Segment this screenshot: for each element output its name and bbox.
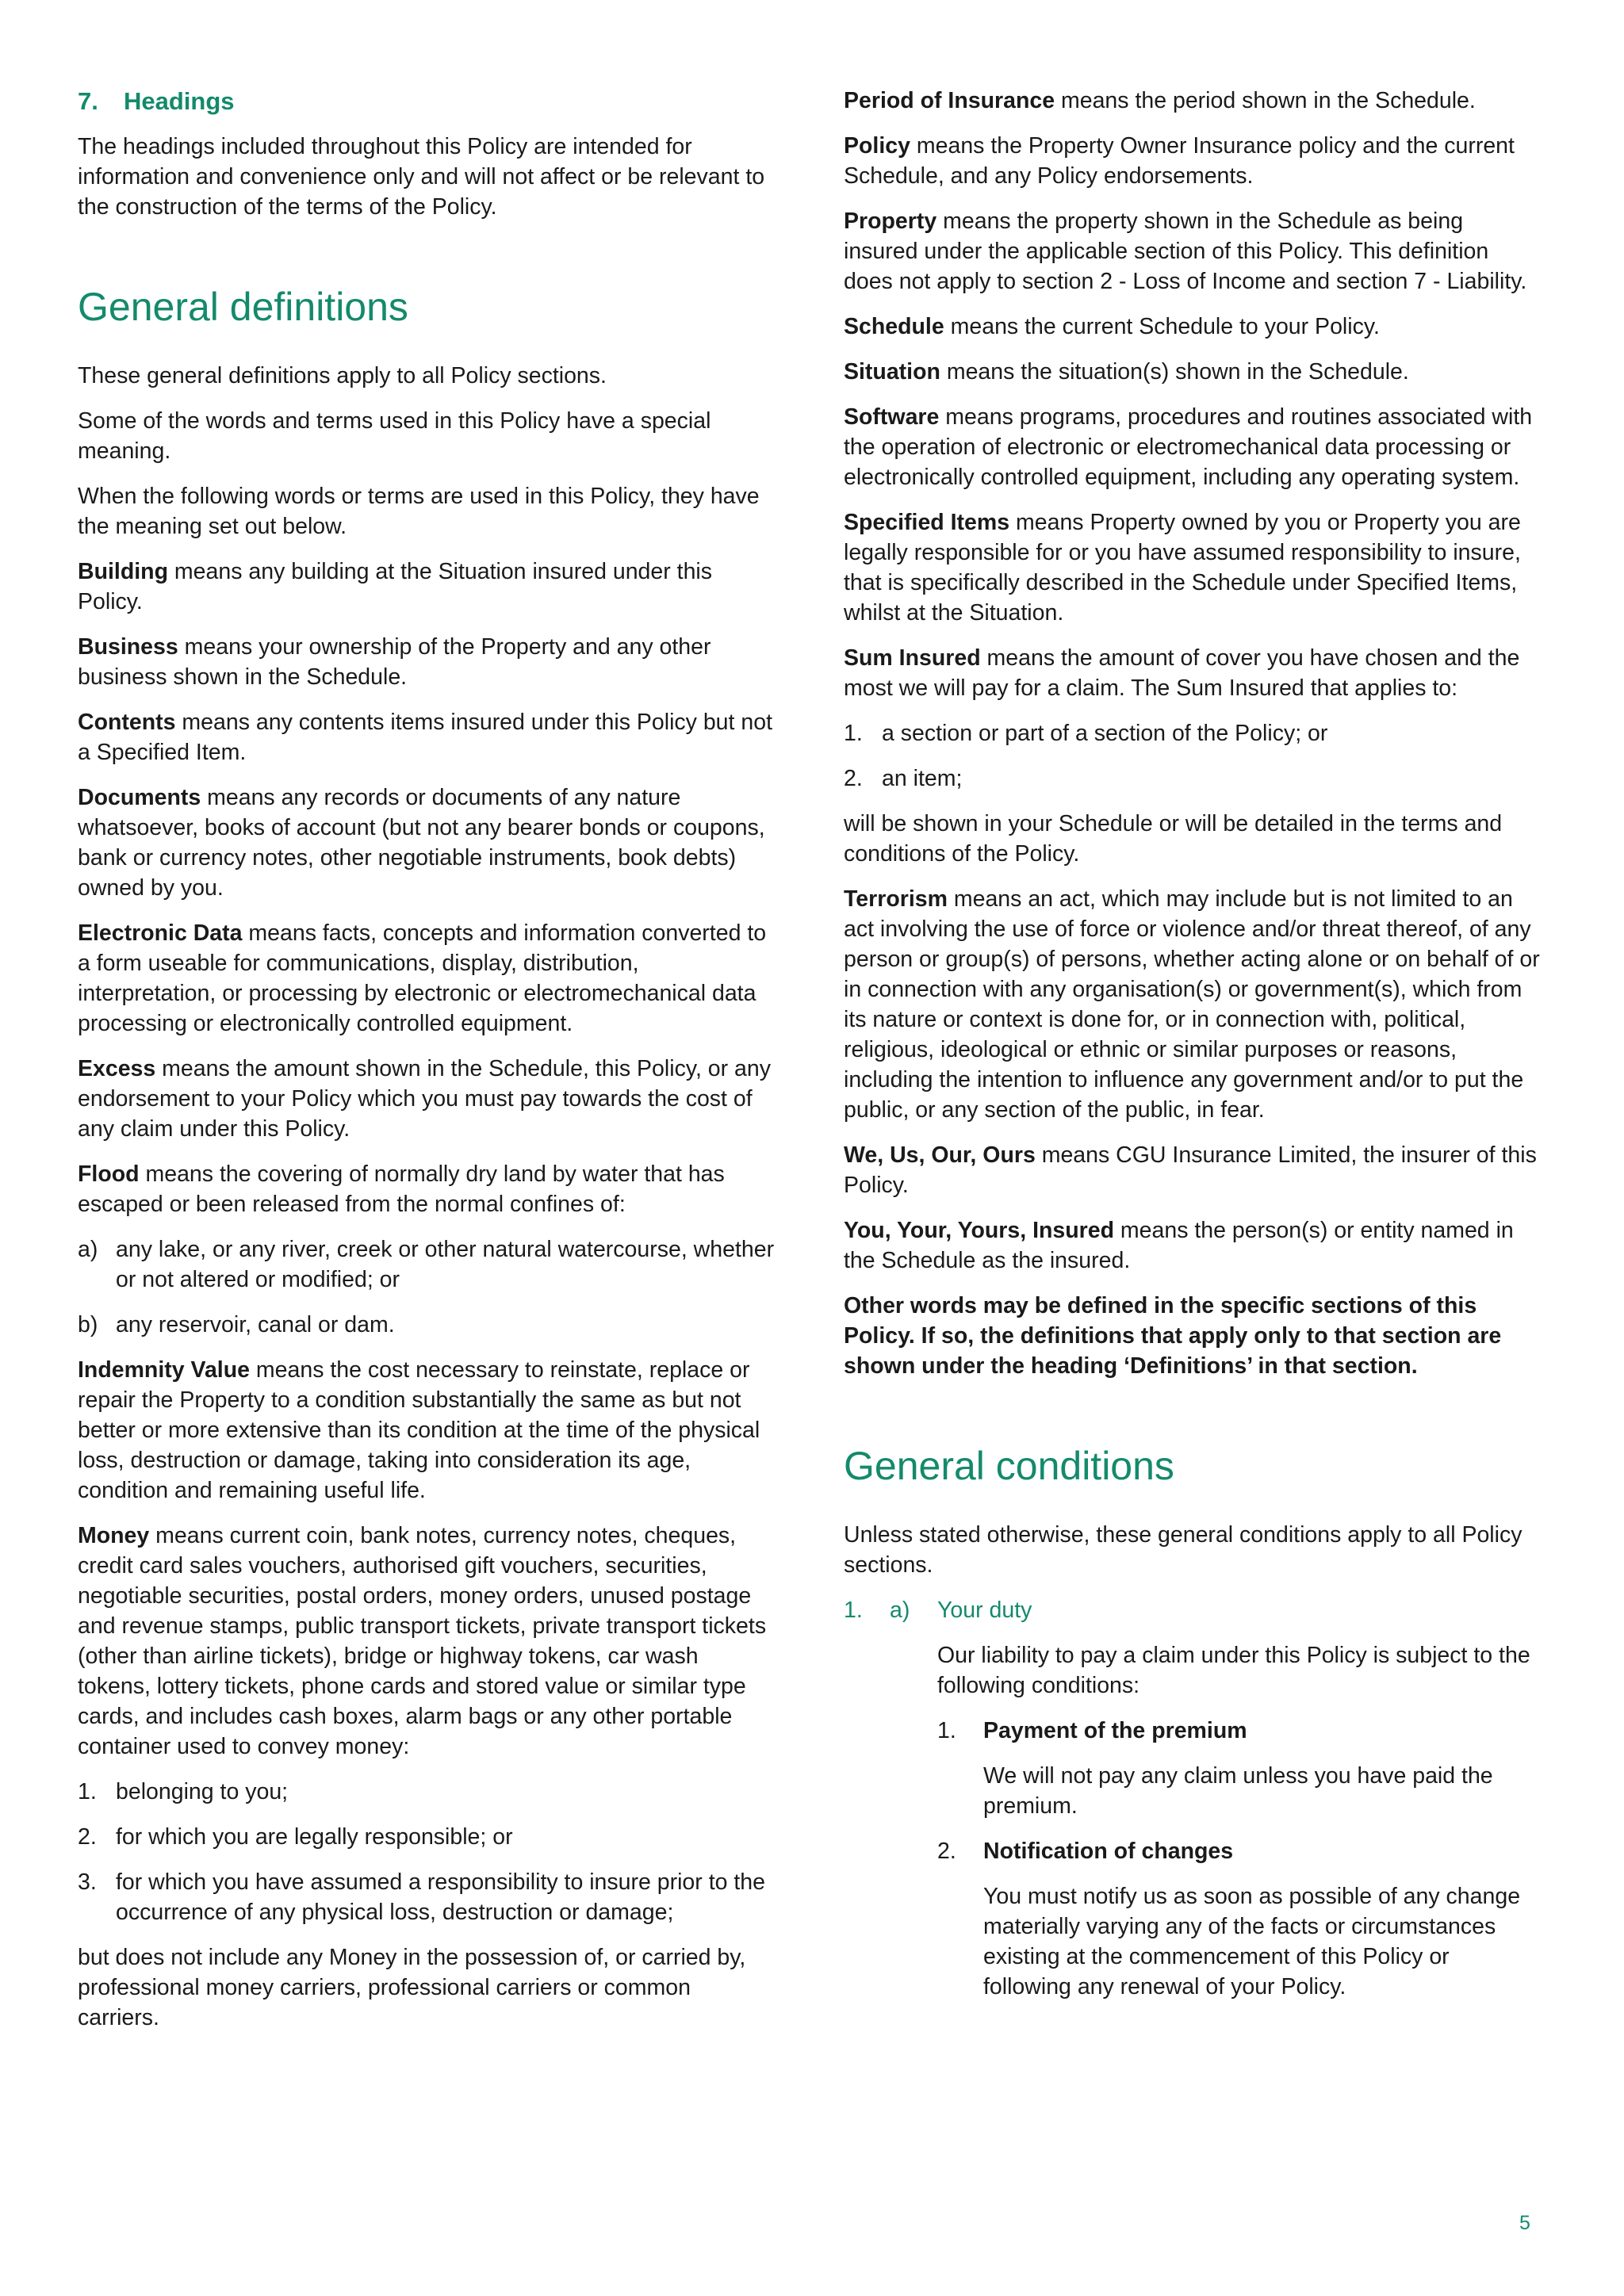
term: You, Your, Yours, Insured (844, 1218, 1115, 1243)
definition-text: means Property owned by you or Property you are legally responsible for or you have assumed responsibility to insure, that is specifically described in the Schedule under Specified Items, whilst at the Situation. (844, 510, 1521, 626)
gd-intro-3: When the following words or terms are used in this Policy, they have the meaning set out below. (78, 484, 760, 539)
definition-period-of-insurance (844, 86, 1542, 116)
definition-money (78, 1521, 776, 1762)
condition-1a-heading (844, 1595, 1542, 1625)
definition-documents (78, 783, 776, 903)
term: Period of Insurance (844, 88, 1055, 113)
gd-intro-2: Some of the words and terms used in this Policy have a special meaning. (78, 408, 711, 464)
definition-text: means any records or documents of any nature whatsoever, books of account (but not any bearer bonds or coupons, bank or currency notes, other negotiable instruments, book debts) owned by you. (78, 785, 765, 901)
list-marker: b) (78, 1312, 98, 1337)
condition-title: Your duty (937, 1598, 1032, 1623)
condition-notification-heading (937, 1836, 1542, 1866)
definition-text: means any contents items insured under this Policy but not a Specified Item. (78, 710, 772, 765)
term: Business (78, 634, 178, 660)
definition-text: means facts, concepts and information converted to a form useable for communications, display, distribution, interpretation, or processing by electronic or electromechanical data processing or electronically controlled equipment. (78, 920, 767, 1036)
condition-payment-body: We will not pay any claim unless you have paid the premium. (983, 1763, 1493, 1819)
definition-text: means the covering of normally dry land by water that has escaped or been released from the normal confines of: (78, 1161, 725, 1217)
definition-you-your (844, 1215, 1542, 1276)
list-marker: a) (78, 1237, 98, 1262)
list-item (844, 763, 1542, 794)
list-text: a section or part of a section of the Policy; or (882, 721, 1328, 746)
headings-number: 7. (78, 87, 98, 115)
list-marker: 2. (78, 1824, 97, 1850)
condition-title: Payment of the premium (983, 1718, 1247, 1743)
definition-text: means the property shown in the Schedule as being insured under the applicable section of this Policy. This definition does not apply to section 2 - Loss of Income and section 7 - Liability. (844, 209, 1527, 294)
other-words-text: Other words may be defined in the specific sections of this Policy. If so, the definitions that apply only to that section are shown under the heading ‘Definitions’ in that section. (844, 1293, 1502, 1379)
definition-sum-insured (844, 643, 1542, 703)
list-marker: 1. (844, 721, 863, 746)
term: Property (844, 209, 937, 234)
definition-text: means the amount of cover you have chosen and the most we will pay for a claim. The Sum Insured that applies to: (844, 645, 1520, 701)
definition-terrorism (844, 884, 1542, 1125)
list-text: belonging to you; (116, 1779, 289, 1804)
list-text: for which you have assumed a responsibility to insure prior to the occurrence of any physical loss, destruction or damage; (116, 1869, 765, 1925)
term: Indemnity Value (78, 1357, 250, 1383)
list-text: any lake, or any river, creek or other natural watercourse, whether or not altered or modified; or (116, 1237, 775, 1292)
definition-situation (844, 357, 1542, 387)
sum-insured-tail: will be shown in your Schedule or will be detailed in the terms and conditions of the Policy. (844, 811, 1503, 867)
list-item (78, 1234, 776, 1295)
money-exclusion: but does not include any Money in the possession of, or carried by, professional money carriers, professional carriers or common carriers. (78, 1945, 746, 2030)
definition-text: means your ownership of the Property and any other business shown in the Schedule. (78, 634, 711, 690)
definition-text: means the current Schedule to your Policy. (944, 314, 1380, 339)
definition-text: means the Property Owner Insurance policy and the current Schedule, and any Policy endorsements. (844, 133, 1515, 189)
definition-policy (844, 131, 1542, 191)
term: Schedule (844, 314, 944, 339)
general-definitions-heading: General definitions (78, 285, 408, 329)
term: Contents (78, 710, 176, 735)
left-column (78, 86, 776, 2048)
definition-flood (78, 1159, 776, 1219)
list-item (78, 1822, 776, 1852)
list-marker: 2. (844, 766, 863, 791)
list-marker: 2. (937, 1839, 956, 1864)
definition-text: means current coin, bank notes, currency notes, cheques, credit card sales vouchers, authorised gift vouchers, securities, negotiable securities, postal orders, money orders, unused postage and revenue stamps, public transport tickets, private transport tickets (other than airline tickets), bridge or highway tokens, car wash tokens, lottery tickets, phone cards and stored value or similar type cards, and includes cash boxes, alarm bags or any other portable container used to convey money: (78, 1523, 767, 1759)
list-marker: 1. (78, 1779, 97, 1804)
definition-contents (78, 707, 776, 767)
term: Specified Items (844, 510, 1010, 535)
definition-we-us-our (844, 1140, 1542, 1200)
definition-indemnity-value (78, 1355, 776, 1506)
term: Electronic Data (78, 920, 243, 946)
definition-text: means an act, which may include but is not limited to an act involving the use of force or violence and/or threat thereof, of any person or group(s) of persons, whether acting alone or on behalf of or in connection with any organisation(s) or government(s), which from its nature or context is done for, or in connection with, political, religious, ideological or ethnic or similar purposes or reasons, including the intention to influence any government and/or to put the public, or any section of the public, in fear. (844, 886, 1540, 1123)
definition-text: means programs, procedures and routines associated with the operation of electronic or electromechanical data processing or electronically controlled equipment, including any operating system. (844, 404, 1533, 490)
page-number: 5 (1519, 2212, 1530, 2234)
term: Terrorism (844, 886, 948, 912)
list-item (844, 718, 1542, 748)
definition-text: means the amount shown in the Schedule, this Policy, or any endorsement to your Policy which you must pay towards the cost of any claim under this Policy. (78, 1056, 771, 1142)
definition-excess (78, 1054, 776, 1144)
headings-title: Headings (124, 87, 235, 115)
condition-payment-heading (937, 1716, 1542, 1746)
term: Building (78, 559, 168, 584)
list-marker: a) (890, 1598, 910, 1623)
term: Money (78, 1523, 150, 1548)
list-item (78, 1867, 776, 1927)
list-text: for which you are legally responsible; or (116, 1824, 513, 1850)
definition-business (78, 632, 776, 692)
condition-notification-body: You must notify us as soon as possible of any change materially varying any of the facts or circumstances existing at the commencement of this Policy or following any renewal of your Policy. (983, 1884, 1521, 1999)
term: Documents (78, 785, 201, 810)
gd-intro-1: These general definitions apply to all Policy sections. (78, 363, 607, 388)
list-marker: 1. (844, 1598, 863, 1623)
definition-text: means the person(s) or entity named in the Schedule as the insured. (844, 1218, 1514, 1273)
list-marker: 1. (937, 1718, 956, 1743)
term: Flood (78, 1161, 140, 1187)
term: Policy (844, 133, 910, 159)
definition-text: means the cost necessary to reinstate, replace or repair the Property to a condition substantially the same as but not better or more extensive than its condition at the time of the physical loss, destruction or damage, taking into consideration its age, condition and remaining useful life. (78, 1357, 760, 1503)
list-text: any reservoir, canal or dam. (116, 1312, 395, 1337)
definition-specified-items (844, 507, 1542, 628)
list-text: an item; (882, 766, 963, 791)
right-column (844, 86, 1542, 2017)
definition-text: means the situation(s) shown in the Schedule. (940, 359, 1409, 385)
condition-1a-body: Our liability to pay a claim under this Policy is subject to the following conditions: (937, 1643, 1530, 1698)
gc-intro: Unless stated otherwise, these general conditions apply to all Policy sections. (844, 1522, 1522, 1578)
definition-schedule (844, 312, 1542, 342)
general-conditions-heading: General conditions (844, 1444, 1174, 1488)
headings-body: The headings included throughout this Policy are intended for information and convenience only and will not affect or be relevant to the construction of the terms of the Policy. (78, 134, 765, 220)
definition-building (78, 557, 776, 617)
definition-software (844, 402, 1542, 492)
term: Software (844, 404, 940, 430)
term: Sum Insured (844, 645, 981, 671)
term: Situation (844, 359, 940, 385)
definition-text: means the period shown in the Schedule. (1055, 88, 1476, 113)
list-item (78, 1777, 776, 1807)
list-item (78, 1310, 776, 1340)
definition-electronic-data (78, 918, 776, 1039)
term: We, Us, Our, Ours (844, 1142, 1036, 1168)
definition-text: means any building at the Situation insured under this Policy. (78, 559, 713, 614)
condition-title: Notification of changes (983, 1839, 1234, 1864)
definition-property (844, 206, 1542, 297)
list-marker: 3. (78, 1869, 97, 1895)
headings-section-title (78, 86, 776, 117)
term: Excess (78, 1056, 156, 1081)
other-words-note (844, 1291, 1542, 1381)
definition-text: means CGU Insurance Limited, the insurer of this Policy. (844, 1142, 1537, 1198)
